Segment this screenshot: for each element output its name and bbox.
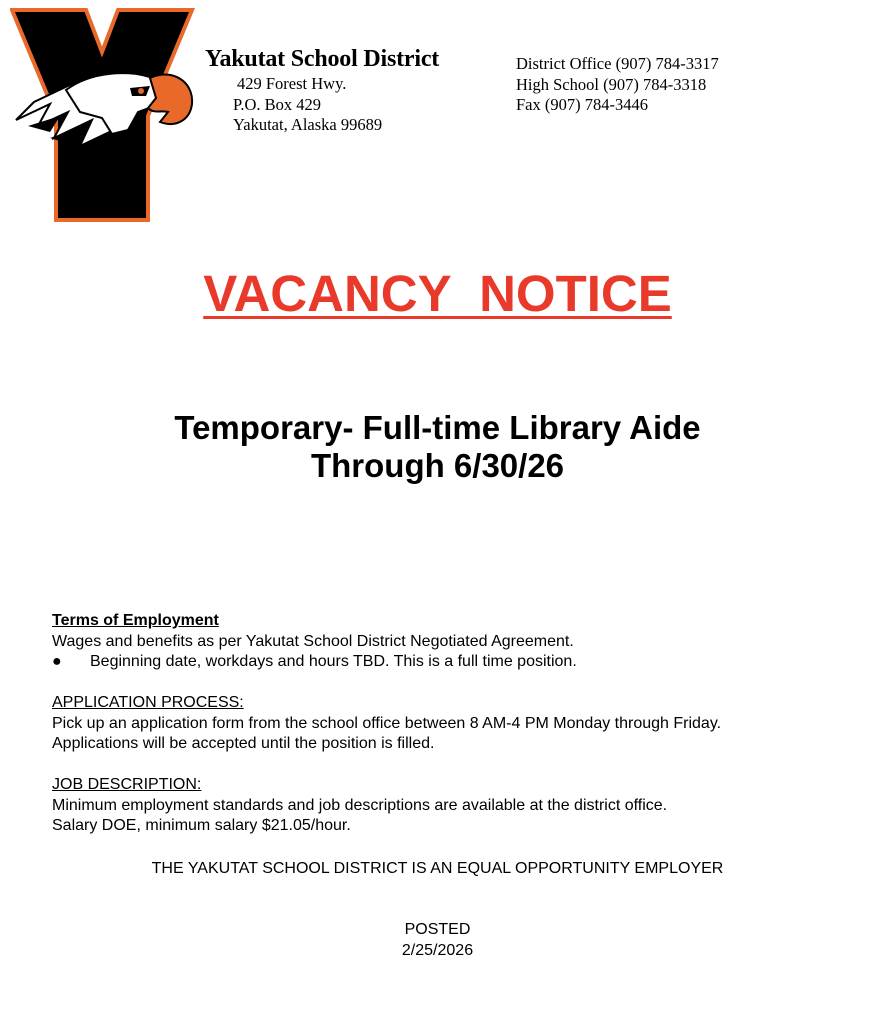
terms-bullet <box>52 652 852 673</box>
high-school-phone: High School (907) 784-3318 <box>516 74 707 94</box>
fax-number: Fax (907) 784-3446 <box>516 95 648 114</box>
application-heading: APPLICATION PROCESS: <box>52 694 244 711</box>
position-term: Through 6/30/26 <box>310 447 565 484</box>
terms-heading: Terms of Employment <box>52 612 219 629</box>
posted-label: POSTED <box>404 921 471 938</box>
terms-line: Wages and benefits as per Yakutat School District Negotiated Agreement. <box>52 632 574 650</box>
vacancy-notice-headline: VACANCY NOTICE <box>203 265 672 322</box>
bullet-icon: ● <box>52 653 62 670</box>
letterhead-contacts <box>516 54 719 116</box>
position-heading <box>0 409 875 485</box>
posted-date: 2/25/2026 <box>401 941 474 959</box>
application-line-1: Pick up an application form from the school office between 8 AM-4 PM Monday through Friday. <box>52 714 722 732</box>
y-eagle-logo-icon <box>10 8 195 222</box>
application-line-2: Applications will be accepted until the position is filled. <box>52 735 435 752</box>
equal-opportunity-statement: THE YAKUTAT SCHOOL DISTRICT IS AN EQUAL OPPORTUNITY EMPLOYER <box>151 860 724 877</box>
notice-body <box>52 611 852 837</box>
job-description-heading: JOB DESCRIPTION: <box>52 776 202 793</box>
posted-block <box>0 920 875 961</box>
position-title: Temporary- Full-time Library Aide <box>174 409 701 446</box>
letterhead-address <box>205 44 439 136</box>
district-name: Yakutat School District <box>205 46 440 72</box>
terms-bullet-text: Beginning date, workdays and hours TBD. This is a full time position. <box>90 653 577 670</box>
job-description-line-2: Salary DOE, minimum salary $21.05/hour. <box>52 817 351 834</box>
city-state-zip: Yakutat, Alaska 99689 <box>233 115 383 134</box>
po-box: P.O. Box 429 <box>233 94 322 114</box>
job-description-line-1: Minimum employment standards and job descriptions are available at the district office. <box>52 796 668 814</box>
district-logo <box>10 8 195 222</box>
district-office-phone: District Office (907) 784-3317 <box>516 54 719 73</box>
street-address: 429 Forest Hwy. <box>237 74 347 93</box>
